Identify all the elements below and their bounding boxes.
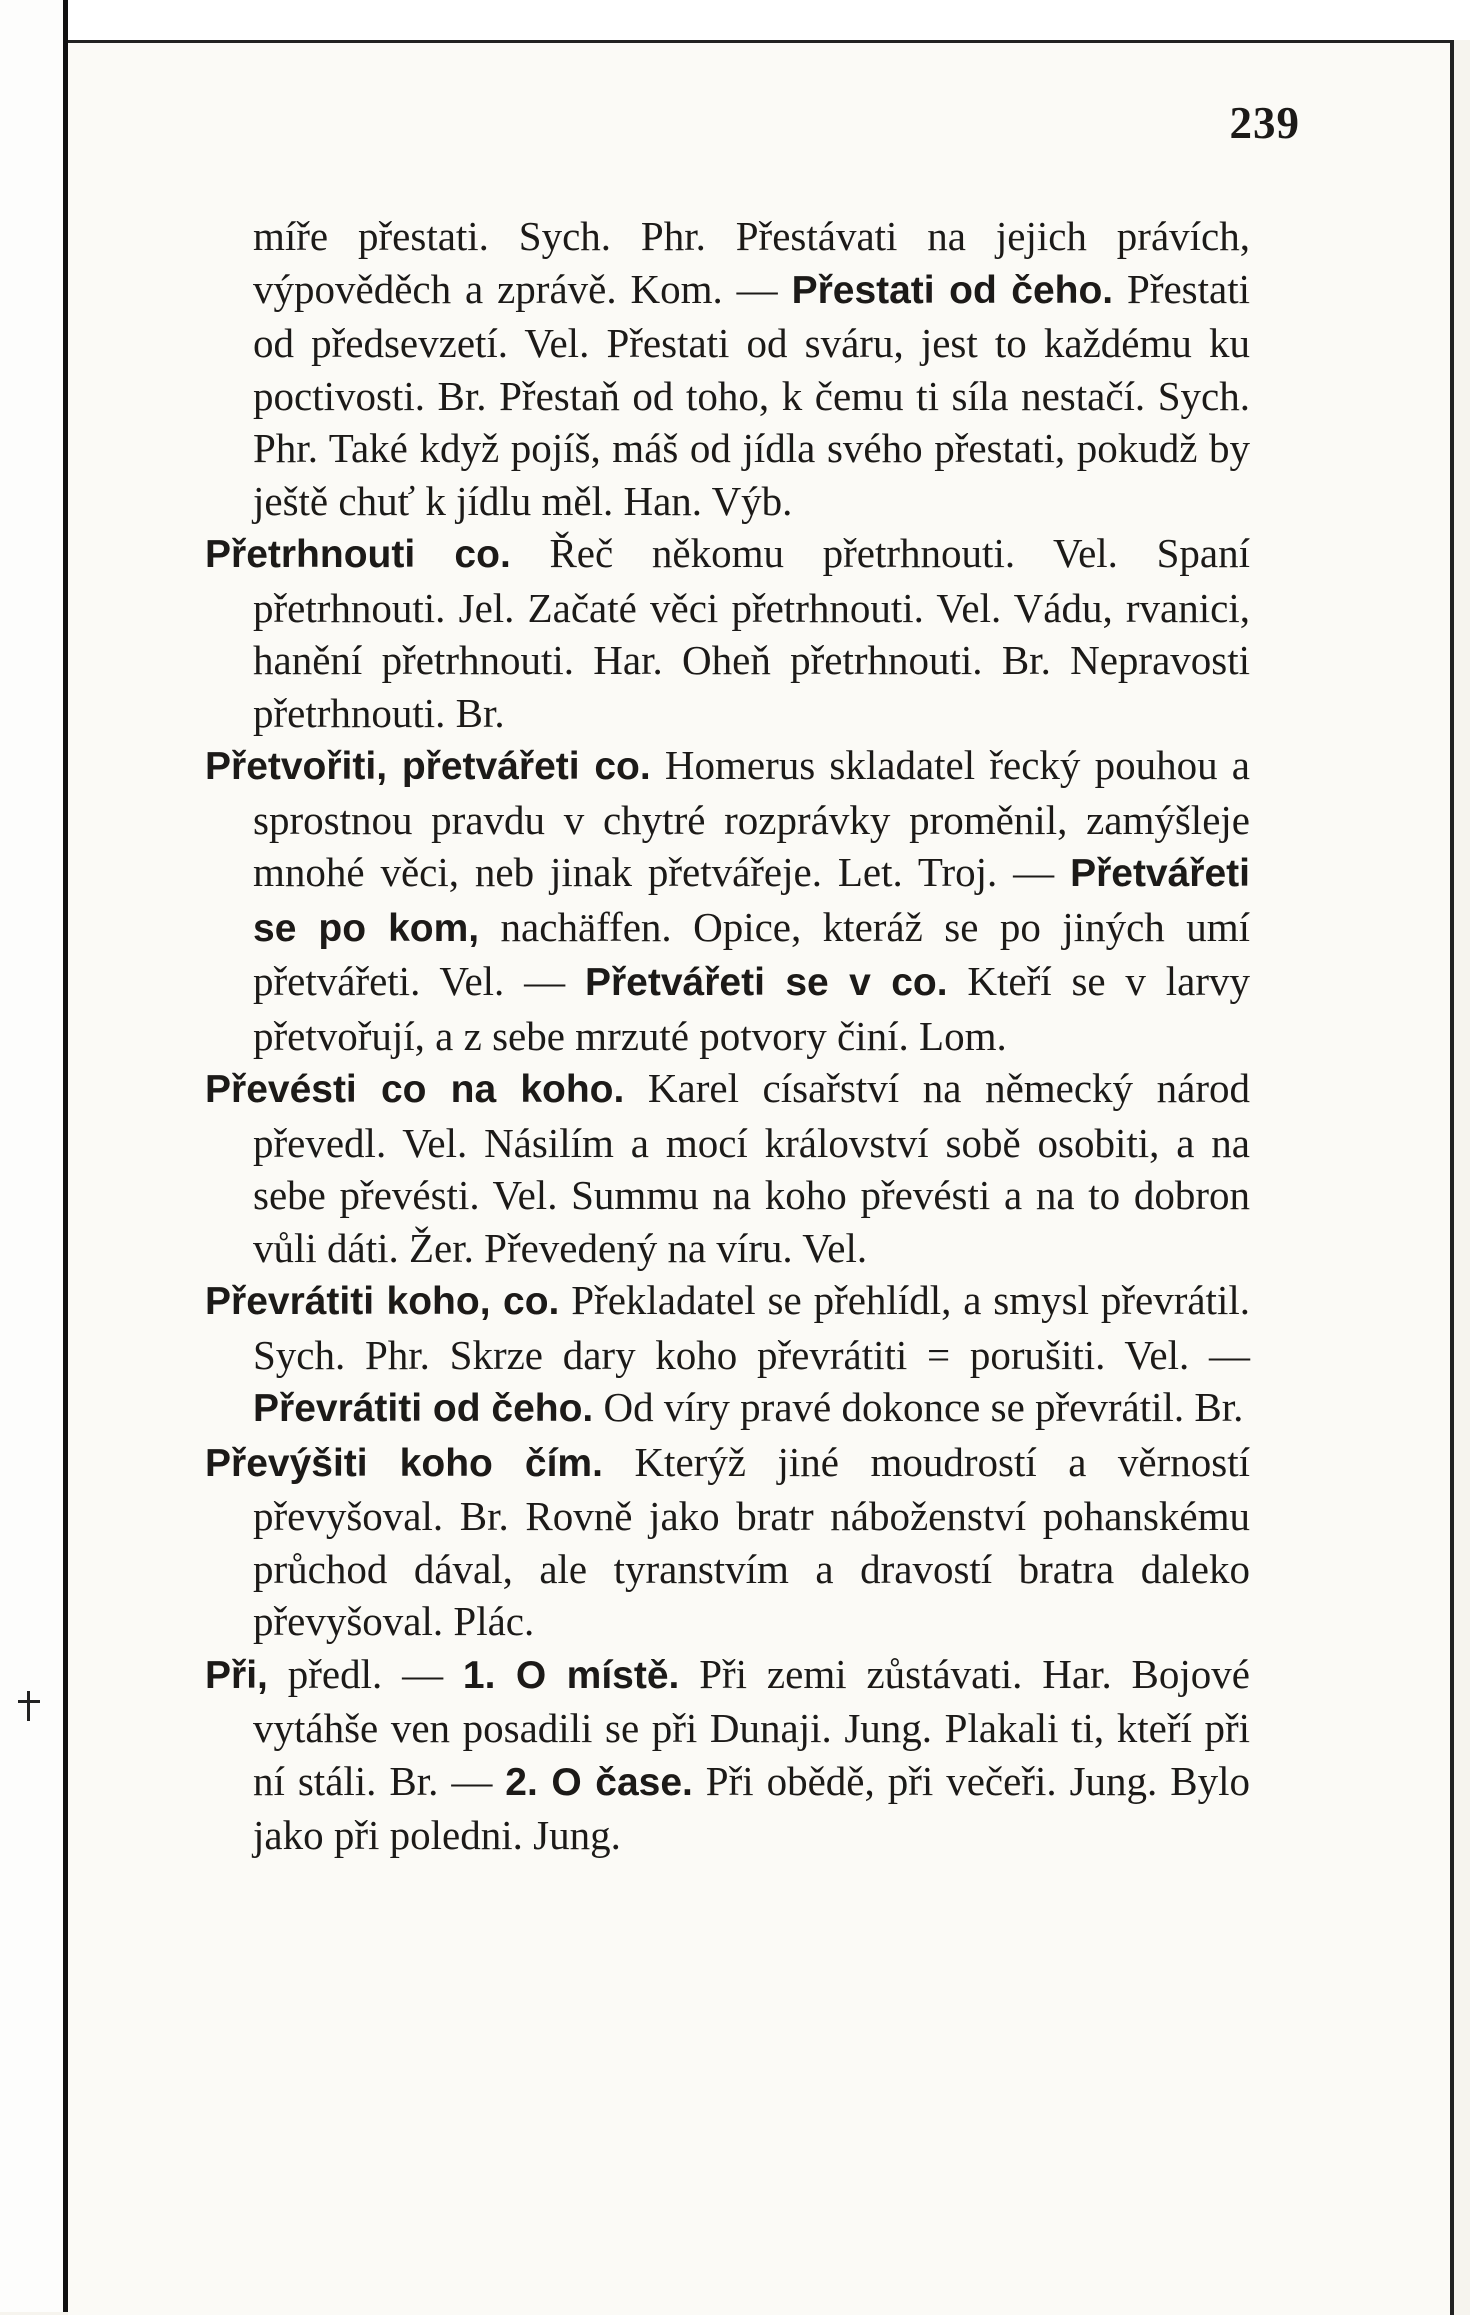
entry-subheading: Převrátiti od čeho.: [253, 1387, 594, 1430]
scan-top-margin: [68, 0, 1470, 40]
binding-mark-icon: [18, 1700, 40, 1725]
entry-text: Při obědě, při večeři. Jung. Bylo jako při poledni. Jung.: [253, 1757, 1250, 1858]
dictionary-entry: [205, 739, 1250, 1062]
scan-margin: [0, 0, 64, 2312]
entry-headword: Převýšiti koho čím.: [205, 1441, 603, 1485]
dictionary-entry: [205, 527, 1250, 739]
entry-headword: Převrátiti koho, co.: [205, 1280, 560, 1323]
entry-text: Přestati od předsevzetí. Vel. Přestati od sváru, jest to každému ku poctivosti. Br. Přestaň od toho, k čemu ti síla nestačí. Sych. Phr. Také když pojíš, máš od jídla svého přestati, pokudž by ještě chuť k jídlu měl. Han. Výb.: [253, 265, 1251, 524]
entry-headword: Přetrhnouti co.: [205, 533, 511, 576]
entry-text: nachäffen. Opice, kteráž se po jiných umí přetvářeti. Vel. —: [253, 903, 1250, 1004]
dictionary-entry: [205, 1062, 1250, 1274]
entry-text: Kterýž jiné moudrostí a věrností převyšoval. Br. Rovně jako bratr náboženství pohanskému průchod dával, ale tyranstvím a dravostí bratra daleko převyšoval. Plác.: [253, 1438, 1250, 1644]
entry-headword: Převésti co na koho.: [205, 1068, 625, 1111]
dictionary-entry: [205, 1274, 1250, 1436]
entry-text: Řeč někomu přetrhnouti. Vel. Spaní přetrhnouti. Jel. Začaté věci přetrhnouti. Vel. Vádu, rvanici, hanění přetrhnouti. Har. Oheň přetrhnouti. Br. Nepravosti přetrhnouti. Br.: [253, 530, 1251, 736]
entry-text: Překladatel se přehlídl, a smysl převrátil. Sych. Phr. Skrze dary koho převrátiti = porušiti. Vel. —: [253, 1277, 1250, 1378]
entry-headword: Přetvořiti, přetvářeti co.: [205, 745, 651, 788]
dictionary-entry: [205, 1436, 1250, 1648]
dictionary-text: [205, 210, 1250, 1862]
entry-subheading: 2. O čase.: [505, 1760, 693, 1804]
entry-text: Kteří se v larvy přetvořují, a z sebe mrzuté potvory činí. Lom.: [253, 958, 1250, 1059]
entry-text: předl. —: [267, 1650, 463, 1697]
dictionary-entry: [205, 210, 1250, 527]
dictionary-entry: [205, 1648, 1250, 1862]
entry-text: Při zemi zůstávati. Har. Bojové vytáhše ven posadili se při Dunaji. Jung. Plakali ti, kteří při ní stáli. Br. —: [253, 1650, 1250, 1804]
entry-subheading: Přetvářeti se po kom,: [253, 852, 1250, 950]
entry-headword: Při,: [205, 1653, 268, 1697]
entry-subheading: Přetvářeti se v co.: [584, 961, 948, 1004]
entry-text: Homerus skladatel řecký pouhou a sprostnou pravdu v chytré rozprávky proměnil, zamýšleje mnohé věci, neb jinak přetvářeje. Let. Troj. —: [253, 742, 1250, 895]
entry-subheading: 1. O místě.: [462, 1653, 680, 1697]
entry-text: Od víry pravé dokonce se převrátil. Br.: [593, 1384, 1244, 1430]
page-number: 239: [1229, 98, 1300, 148]
entry-text: Karel císařství na německý národ převedl. Vel. Násilím a mocí království sobě osobiti, a na sebe převésti. Vel. Summu na koho převésti a na to dobron vůli dáti. Žer. Převedený na víru. Vel.: [253, 1065, 1250, 1271]
entry-text: míře přestati. Sych. Phr. Přestávati na jejich právích, výpověděch a zprávě. Kom. —: [253, 213, 1250, 312]
entry-subheading: Přestati od čeho.: [791, 268, 1114, 312]
